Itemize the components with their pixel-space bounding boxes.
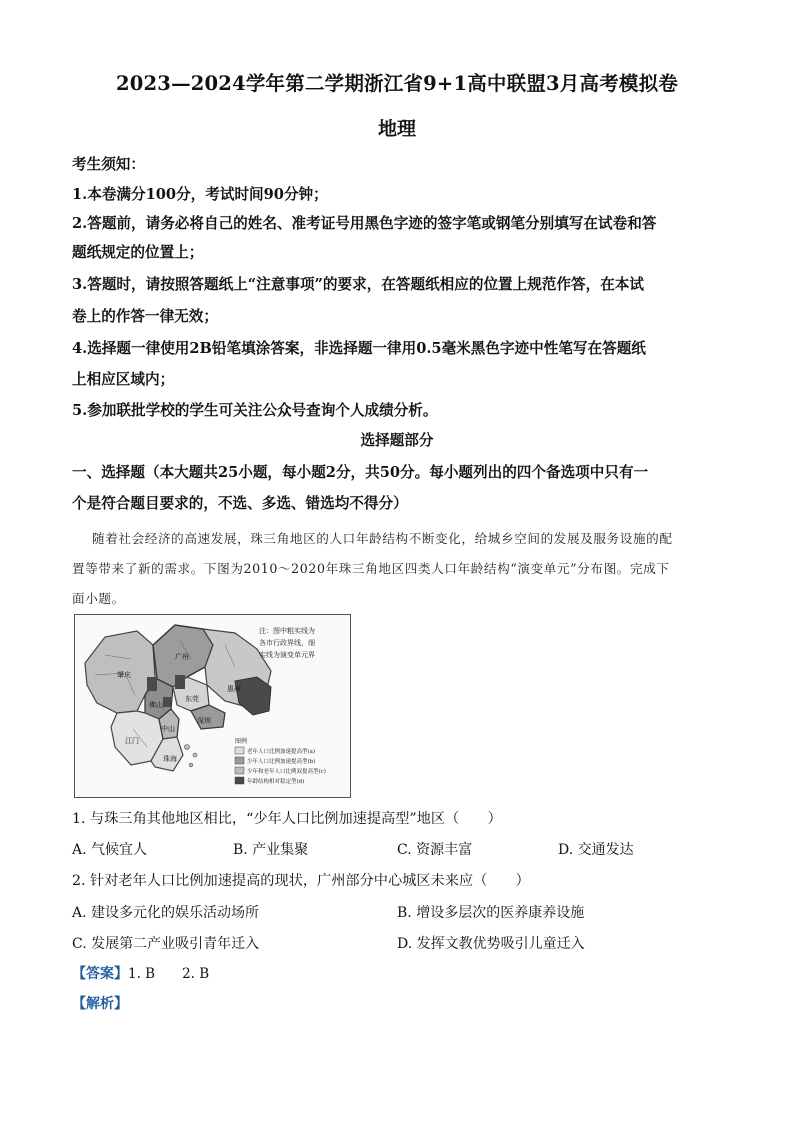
map-island [185,745,190,750]
answer-tag: 【答案】 [72,966,128,982]
instruction-line: 上相应区域内； [72,371,175,388]
passage-line: 面小题。 [72,591,125,606]
instruction-line: 1.本卷满分100分，考试时间90分钟； [72,186,328,203]
city-label: 广州 [175,653,189,661]
instruction-line: 2.答题前，请务必将自己的姓名、准考证号用黑色字迹的签字笔或钢笔分别填写在试卷和答 [72,215,657,232]
city-label: 江门 [125,737,139,745]
legend-label: 年龄结构相对稳定型(d) [247,779,305,785]
section-intro: 个是符合题目要求的，不选、多选、错选均不得分） [72,495,408,512]
legend-label: 少年和老年人口比例双提高型(c) [247,769,326,775]
instruction-line: 题纸规定的位置上； [72,244,204,261]
answer-block [72,962,209,983]
question-option: B. 增设多层次的医养康养设施 [397,905,585,921]
city-label: 东莞 [185,695,199,703]
instruction-line: 5.参加联批学校的学生可关注公众号查询个人成绩分析。 [72,402,438,419]
question-stem: 2. 针对老年人口比例加速提高的现状，广州部分中心城区未来应（ ） [72,873,530,889]
legend-title: 图例 [235,738,248,745]
section-intro: 一、选择题（本大题共25小题，每小题2分，共50分。每小题列出的四个备选项中只有一 [72,464,649,481]
question-option: B. 产业集聚 [233,842,309,858]
analysis-tag: 【解析】 [72,996,128,1012]
exam-title: 2023—2024学年第二学期浙江省9+1高中联盟3月高考模拟卷 [116,72,678,95]
map-island [189,763,193,767]
subject-title: 地理 [377,118,416,140]
question-option: C. 发展第二产业吸引青年迁入 [72,936,260,952]
legend-label: 老年人口比例加速提高型(a) [247,749,316,755]
map-note: 实线为演变单元界 [259,651,315,659]
question-option: A. 建设多元化的娱乐活动场所 [72,905,260,921]
legend-swatch-d [235,777,244,784]
instruction-line: 3.答题时，请按照答题纸上“注意事项”的要求，在答题纸相应的位置上规范作答，在本试 [72,276,644,293]
map-region-dark-patch [147,677,157,691]
passage-line: 随着社会经济的高速发展，珠三角地区的人口年龄结构不断变化，给城乡空间的发展及服务设施的配 [92,531,673,546]
city-label: 惠州 [227,685,241,693]
legend-swatch-c [235,767,244,774]
question-option: C. 资源丰富 [397,842,473,858]
instructions-heading: 考生须知： [72,156,145,173]
map-region-dark-patch [175,675,185,689]
instruction-line: 4.选择题一律使用2B铅笔填涂答案，非选择题一律用0.5毫米黑色字迹中性笔写在答题纸 [72,340,646,357]
map-region-dark-patch [163,697,171,707]
city-label: 肇庆 [117,671,131,679]
legend-swatch-a [235,747,244,754]
answer-text: 1. B 2. B [128,966,210,982]
city-label: 珠海 [163,755,177,763]
city-label: 深圳 [197,717,211,725]
instruction-line: 卷上的作答一律无效； [72,308,218,325]
city-label: 佛山 [149,701,163,709]
section-title: 选择题部分 [360,432,434,449]
city-label: 中山 [161,725,175,733]
question-stem: 1. 与珠三角其他地区相比，“少年人口比例加速提高型”地区（ ） [72,811,502,827]
question-option: D. 交通发达 [558,842,634,858]
analysis-block [72,993,128,1013]
pearl-river-delta-map [74,614,351,798]
passage-line: 置等带来了新的需求。下图为2010～2020年珠三角地区四类人口年龄结构“演变单元”分布图。完成下 [72,561,670,576]
map-island [193,753,197,757]
map-note: 注：图中粗实线为 [259,627,315,635]
question-option: D. 发挥文教优势吸引儿童迁入 [397,936,585,952]
map-note: 各市行政界线，细 [259,639,315,647]
legend-swatch-b [235,757,244,764]
legend-label: 少年人口比例加速提高型(b) [247,759,316,765]
question-option: A. 气候宜人 [72,842,148,858]
